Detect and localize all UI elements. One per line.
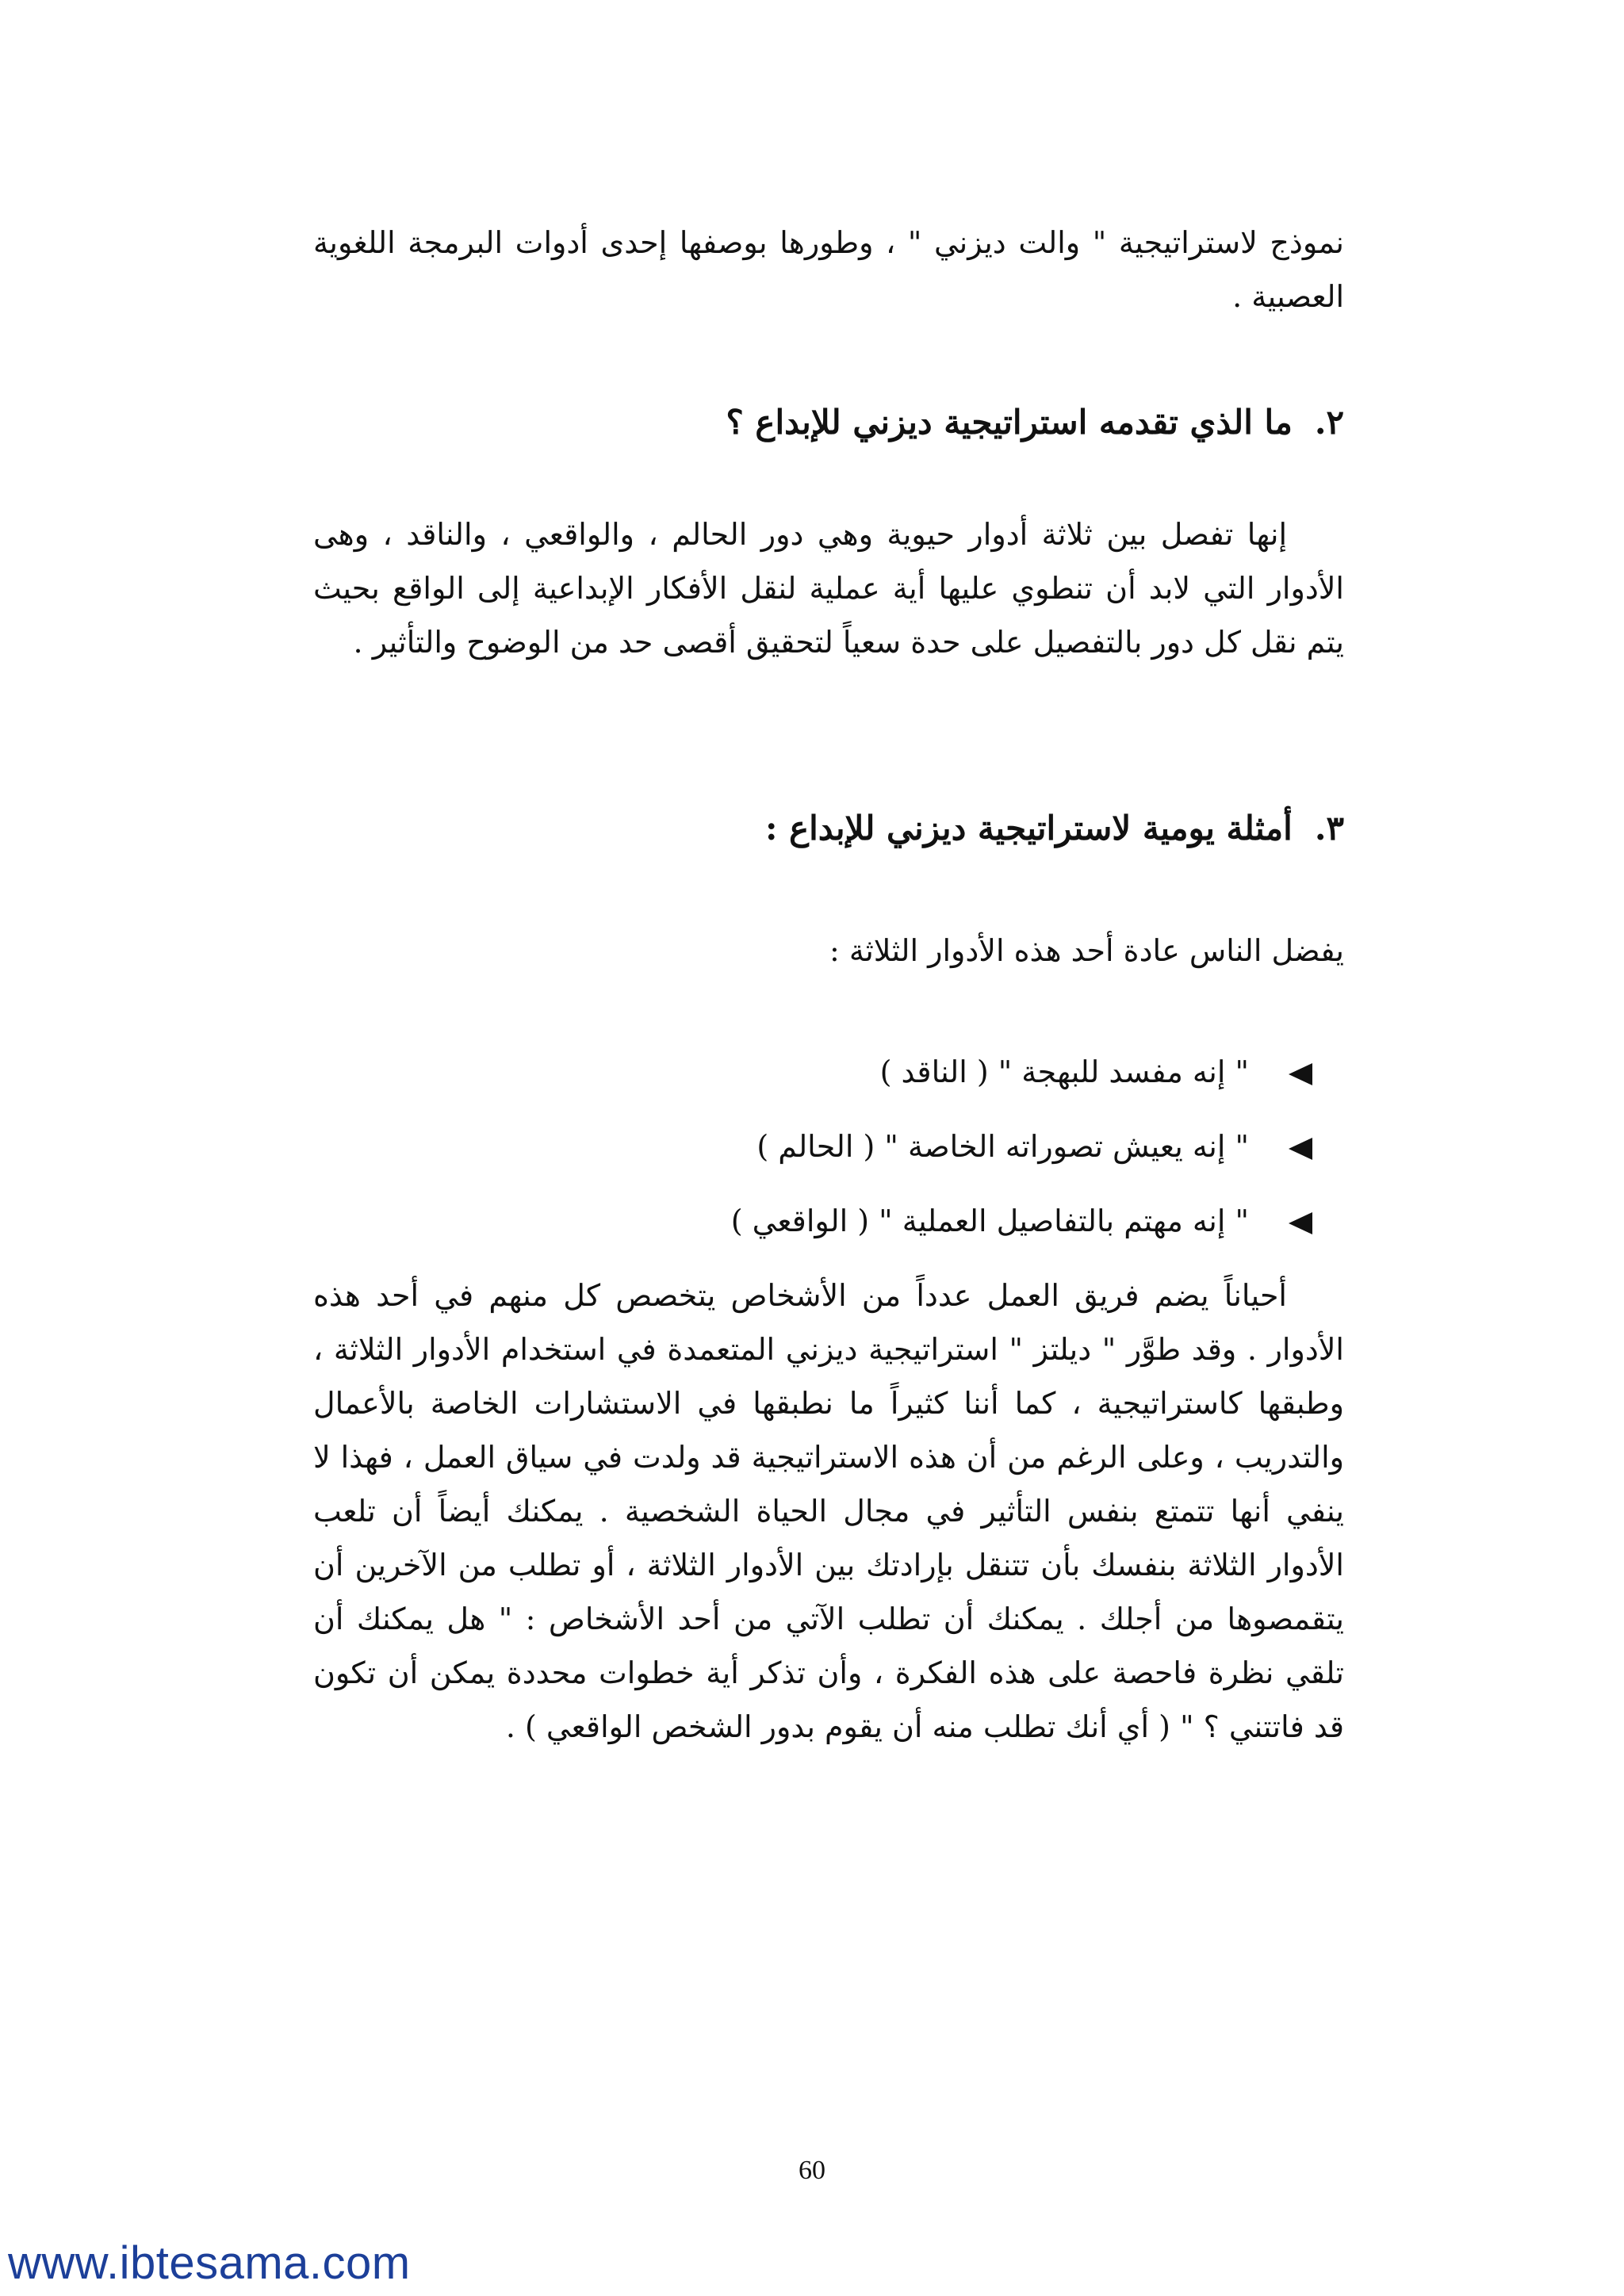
triangle-bullet-icon: [1289, 1212, 1312, 1234]
section-3-paragraph: [313, 1269, 1344, 1754]
list-item: [313, 1184, 1344, 1258]
section-2-number: ٢.: [1314, 403, 1344, 442]
section-2-title: ما الذي تقدمه استراتيجية ديزني للإبداع ؟: [726, 403, 1293, 442]
section-2-heading: [313, 395, 1344, 450]
page-number: 60: [799, 2156, 825, 2185]
section-2-paragraph: [313, 507, 1344, 669]
list-item: [313, 1035, 1344, 1109]
section-3-lead: [313, 924, 1344, 978]
list-item-text: " إنه مفسد للبهجة " ( الناقد ): [879, 1054, 1249, 1089]
list-item: [313, 1109, 1344, 1184]
triangle-bullet-icon: [1289, 1063, 1312, 1085]
list-item-text: " إنه مهتم بالتفاصيل العملية " ( الواقعي ): [730, 1203, 1249, 1238]
section-3-heading: [313, 801, 1344, 856]
list-item-text: " إنه يعيش تصوراته الخاصة " ( الحالم ): [756, 1129, 1249, 1164]
section-3-lead-text: يفضل الناس عادة أحد هذه الأدوار الثلاثة :: [829, 933, 1344, 968]
section-3-title: أمثلة يومية لاستراتيجية ديزني للإبداع :: [764, 809, 1293, 848]
triangle-bullet-icon: [1289, 1138, 1312, 1160]
section-2-text: إنها تفصل بين ثلاثة أدوار حيوية وهي دور الحالم ، والواقعي ، والناقد ، وهى الأدوار التي لابد أن تنطوي عليها أية عملية لنقل الأفكار الإبداعية إلى الواقع بحيث يتم نقل كل دور بالتفصيل على حدة سعياً لتحقيق أقصى حد من الوضوح والتأثير .: [313, 517, 1344, 660]
roles-list: [313, 1035, 1344, 1258]
intro-paragraph: [313, 216, 1344, 323]
watermark-url: www.ibtesama.com: [8, 2237, 411, 2289]
section-3-number: ٣.: [1314, 809, 1344, 848]
intro-text: نموذج لاستراتيجية " والت ديزني " ، وطورها بوصفها إحدى أدوات البرمجة اللغوية العصبية .: [313, 225, 1344, 314]
section-3-text: أحياناً يضم فريق العمل عدداً من الأشخاص يتخصص كل منهم في أحد هذه الأدوار . وقد طوَّر " ديلتز " استراتيجية ديزني المتعمدة في استخدام الأدوار الثلاثة ، وطبقها كاستراتيجية ، كما أننا كثيراً ما نطبقها في الاستشارات الخاصة بالأعمال والتدريب ، وعلى الرغم من أن هذه الاستراتيجية قد ولدت في سياق العمل ، فهذا لا ينفي أنها تتمتع بنفس التأثير في مجال الحياة الشخصية . يمكنك أيضاً أن تلعب الأدوار الثلاثة بنفسك بأن تتنقل بإرادتك بين الأدوار الثلاثة ، أو تطلب من الآخرين أن يتقمصوها من أجلك . يمكنك أن تطلب الآتي من أحد الأشخاص : " هل يمكنك أن تلقي نظرة فاحصة على هذه الفكرة ، وأن تذكر أية خطوات محددة يمكن أن تكون قد فاتتني ؟ " ( أي أنك تطلب منه أن يقوم بدور الشخص الواقعي ) .: [313, 1278, 1344, 1744]
